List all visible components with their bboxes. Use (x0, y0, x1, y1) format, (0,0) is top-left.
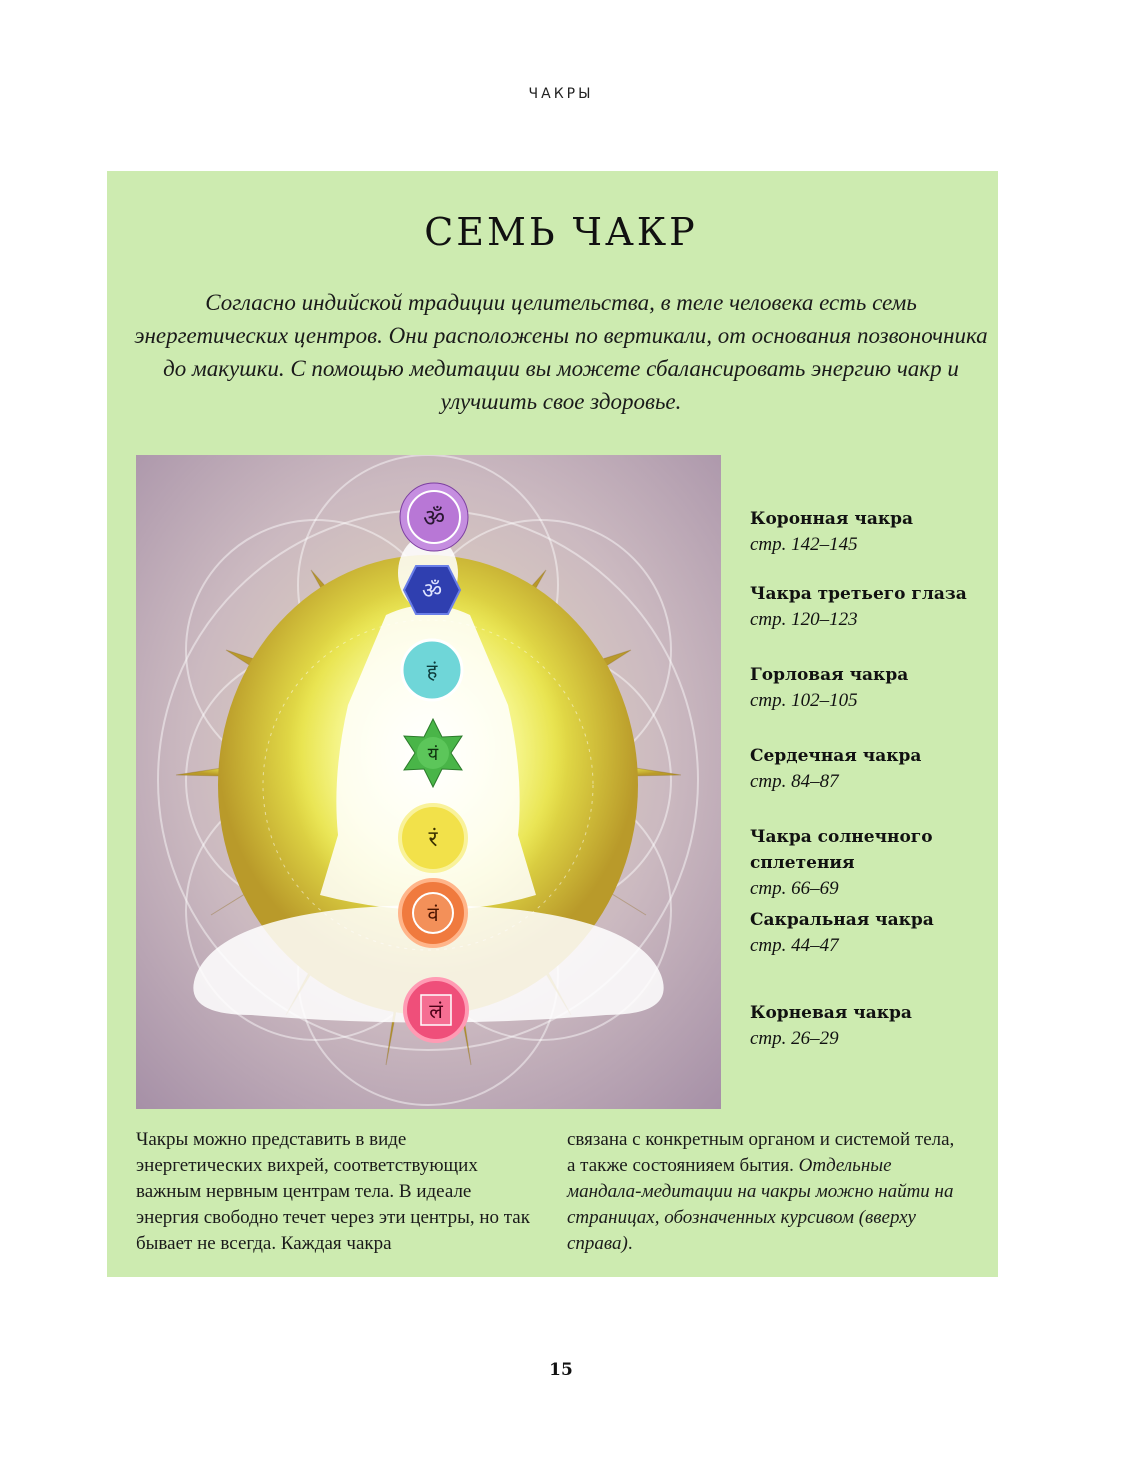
legend-name: Корневая чакра (750, 1003, 912, 1023)
legend-pages: стр. 120–123 (750, 609, 858, 630)
legend-pages: стр. 142–145 (750, 534, 858, 555)
legend-pages: стр. 44–47 (750, 935, 839, 956)
chakra-symbol-crown: ॐ (423, 504, 445, 532)
body-text-right (567, 1127, 962, 1257)
chakra-symbol-solar: रं (428, 827, 438, 852)
legend-item-solar-plexus (750, 824, 940, 902)
legend-name: Горловая чакра (750, 665, 909, 685)
chakra-symbol-throat: हं (426, 659, 438, 683)
chakra-crown (400, 483, 468, 551)
page-title: СЕМЬ ЧАКР (424, 210, 698, 254)
legend-name: Сердечная чакра (750, 746, 922, 766)
legend-item-throat (750, 662, 990, 714)
legend-item-sacral (750, 907, 990, 959)
chakra-symbol-sacral: वं (427, 902, 439, 926)
chakra-throat (402, 640, 462, 700)
legend-item-third-eye (750, 581, 990, 633)
legend-pages: стр. 66–69 (750, 878, 839, 899)
body-text-left: Чакры можно представить в виде энергетических вихрей, соответствующих важным нервным центрам тела. В идеале энергия свободно течет через эти центры, но так бывает не всегда. Каждая чакра (136, 1129, 530, 1254)
legend-pages: стр. 84–87 (750, 771, 839, 792)
legend-name: Чакра третьего глаза (750, 584, 967, 604)
legend-item-crown (750, 506, 990, 558)
chakra-sacral (400, 880, 466, 946)
chakra-root (405, 979, 467, 1041)
chakra-symbol-heart: यं (427, 744, 439, 765)
chakra-symbol-root: लं (429, 999, 443, 1023)
chakra-illustration (136, 455, 721, 1109)
legend-item-heart (750, 743, 990, 795)
page-number: 15 (549, 1360, 573, 1380)
body-right-regular: связана с конкретным органом и системой тела, а также состоянияем бытия. (567, 1129, 955, 1176)
legend-pages: стр. 102–105 (750, 690, 858, 711)
legend-name: Чакра солнечного сплетения (750, 827, 933, 873)
running-head: ЧАКРЫ (528, 86, 594, 102)
intro-text: Согласно индийской традиции целительства, в теле человека есть семь энергетических центров. Они расположены по вертикали, от основания позвоночника до макушки. С помощью медитации вы можете сбалансировать энергию чакр и улучшить свое здоровье. (134, 290, 988, 414)
chakra-solar-plexus (400, 805, 466, 871)
body-right-end: . (627, 1233, 633, 1254)
legend-name: Сакральная чакра (750, 910, 934, 930)
legend-pages: стр. 26–29 (750, 1028, 839, 1049)
body-right-italic: Отдельные мандала-медитации на чакры можно найти на страницах, обозначенных курсивом (вверху справа) (567, 1155, 954, 1254)
chakra-symbol-third-eye: ॐ (421, 579, 443, 604)
legend-item-root (750, 1000, 990, 1052)
legend-name: Коронная чакра (750, 509, 914, 529)
chakra-third-eye (404, 566, 460, 614)
